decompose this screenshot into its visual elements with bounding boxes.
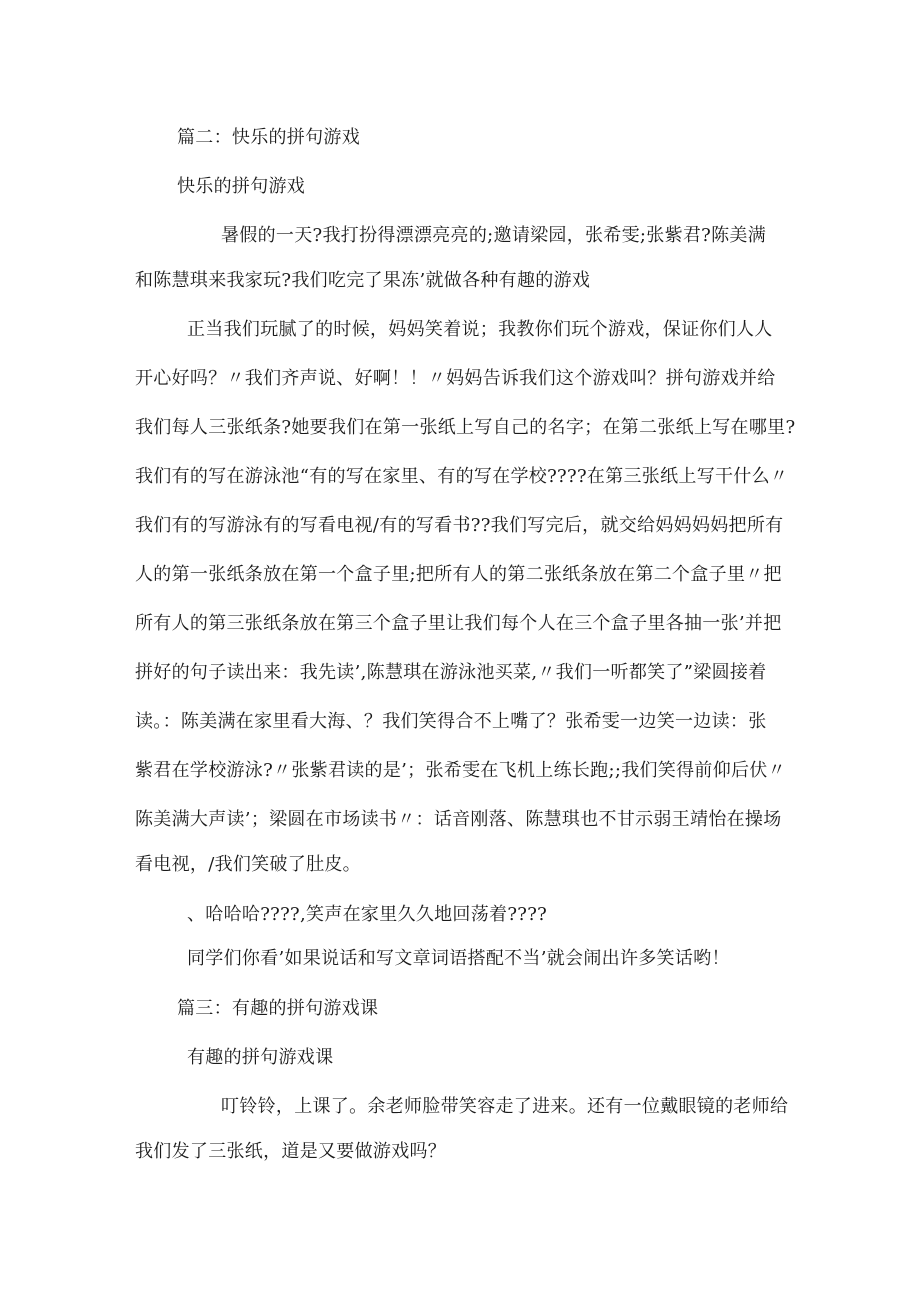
paragraph-line: 我们有的写在游泳池“有的写在家里、有的写在学校????在第三张纸上写干什么〃 [135, 466, 789, 487]
paragraph-line: 所有人的第三张纸条放在第三个盒子里让我们每个人在三个盒子里各抽一张’并把 [135, 613, 782, 634]
paragraph-line: 人的第一张纸条放在第一个盒子里;把所有人的第二张纸条放在第二个盒子里〃把 [135, 564, 782, 585]
paragraph-line: 开心好吗？〃我们齐声说、好啊！！〃妈妈告诉我们这个游戏叫？拼句游戏并给 [135, 368, 776, 389]
paragraph-line: 看电视，/我们笑破了肚皮。 [135, 854, 361, 875]
section-heading-3: 篇三：有趣的拼句游戏课 [177, 998, 379, 1019]
paragraph-line: 我们有的写游泳有的写看电视/有的写看书??我们写完后，就交给妈妈妈妈把所有 [135, 515, 784, 536]
paragraph-line: 我们每人三张纸条?她要我们在第一张纸上写自己的名字；在第二张纸上写在哪里? [135, 417, 796, 438]
paragraph-line: 陈美满大声读’；梁圆在市场读书〃：话音刚落、陈慧琪也不甘示弱王靖怡在操场 [135, 809, 782, 830]
paragraph-line: 紫君在学校游泳?〃张紫君读的是’；张希雯在飞机上练长跑;;我们笑得前仰后伏〃 [135, 760, 786, 781]
paragraph-line: 、哈哈哈????,笑声在家里久久地回荡着???? [187, 904, 548, 925]
paragraph-line: 暑假的一天?我打扮得漂漂亮亮的;邀请梁园，张希雯;张紫君?陈美满 [221, 225, 767, 246]
article-title-1: 快乐的拼句游戏 [177, 176, 306, 197]
paragraph-line: 我们发了三张纸，道是又要做游戏吗？ [135, 1141, 447, 1162]
paragraph-line: 同学们你看’如果说话和写文章词语搭配不当’就会闹出许多笑话哟！ [187, 948, 730, 969]
section-heading-2: 篇二：快乐的拼句游戏 [177, 127, 360, 148]
paragraph-line: 读。：陈美满在家里看大海、？我们笑得合不上嘴了？张希雯一边笑一边读：张 [135, 711, 767, 732]
paragraph-line: 拼好的句子读出来：我先读’,陈慧琪在游泳池买菜,〃我们一听都笑了”梁圆接着 [135, 662, 767, 683]
paragraph-line: 叮铃铃，上课了。余老师脸带笑容走了进来。还有一位戴眼镜的老师给 [221, 1096, 789, 1117]
paragraph-line: 正当我们玩腻了的时候，妈妈笑着说；我教你们玩个游戏，保证你们人人 [187, 319, 773, 340]
article-title-2: 有趣的拼句游戏课 [187, 1047, 334, 1068]
paragraph-line: 和陈慧琪来我家玩?我们吃完了果冻’就做各种有趣的游戏 [135, 270, 591, 291]
